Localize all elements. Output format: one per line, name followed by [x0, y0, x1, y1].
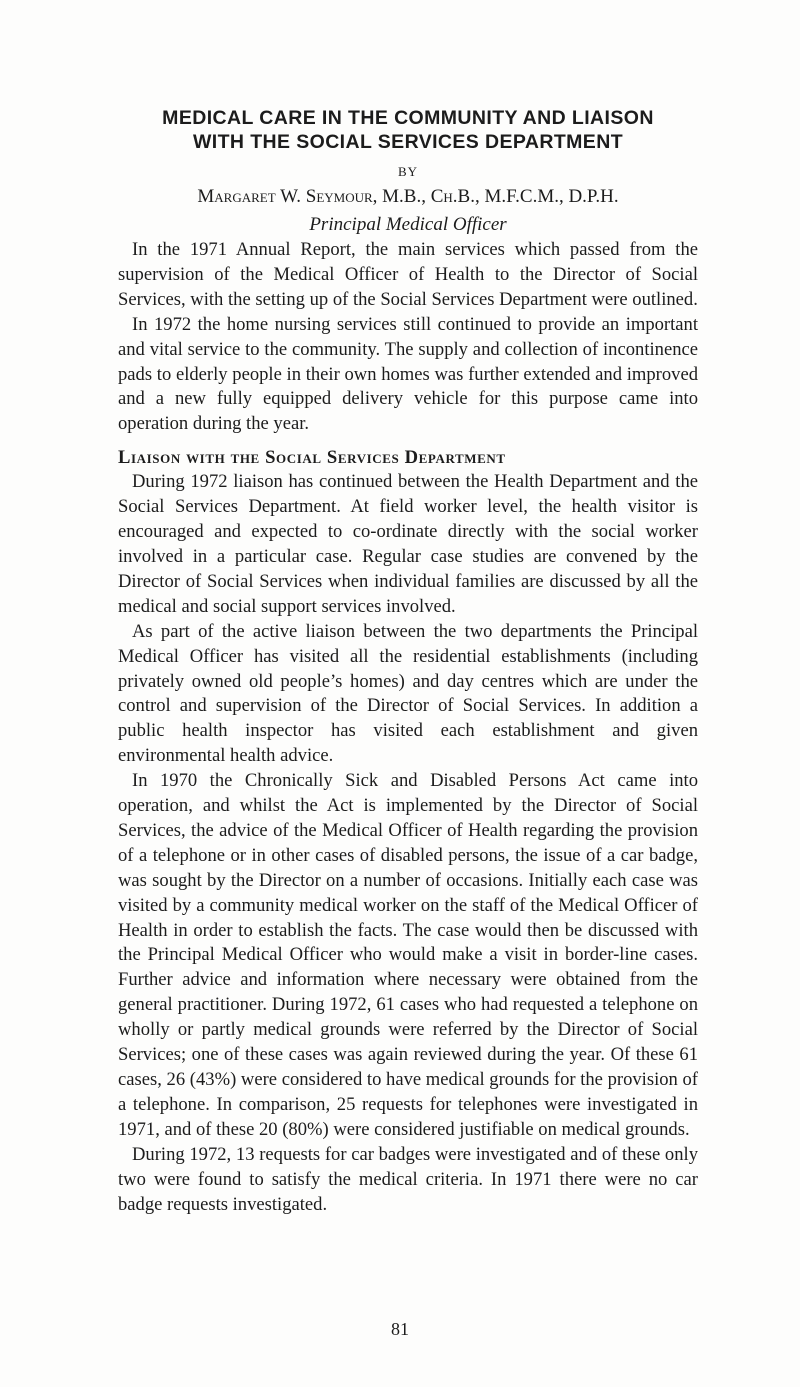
page-number: 81 — [391, 1319, 409, 1339]
intro-paragraph-1: In the 1971 Annual Report, the main services which passed from the supervision of the Medical Officer of Health to the Director of Social Services, with the setting up of the Social Services Department were outlined. — [118, 239, 698, 310]
title-line-2: WITH THE SOCIAL SERVICES DEPARTMENT — [192, 131, 624, 153]
author-role: Principal Medical Officer — [309, 214, 507, 235]
section-heading-liaison: Liaison with the Social Services Department — [118, 447, 506, 469]
article-title — [118, 106, 698, 154]
author-name: Margaret W. Seymour, M.B., Ch.B., M.F.C.M., D.P.H. — [197, 186, 619, 207]
liaison-paragraph-2: As part of the active liaison between the two departments the Principal Medical Officer has visited all the residential establishments (including privately owned old people’s homes) and day centres which are under the control and supervision of the Director of Social Services. In addition a public health inspector has visited each establishment and given environmental health advice. — [118, 620, 698, 767]
byline-by: BY — [397, 164, 419, 179]
title-line-1: MEDICAL CARE IN THE COMMUNITY AND LIAISON — [162, 107, 654, 129]
document-page — [118, 106, 698, 1217]
intro-paragraph-2: In 1972 the home nursing services still continued to provide an important and vital service to the community. The supply and collection of incontinence pads to elderly people in their own homes was further extended and improved and a new fully equipped delivery vehicle for this purpose came into operation during the year. — [118, 313, 698, 435]
liaison-paragraph-3: In 1970 the Chronically Sick and Disabled Persons Act came into operation, and whilst the Act is implemented by the Director of Social Services, the advice of the Medical Officer of Health regarding the provision of a telephone or in other cases of disabled persons, the issue of a car badge, was sought by the Director on a number of occasions. Initially each case was visited by a community medical worker on the staff of the Medical Officer of Health in order to establish the facts. The case would then be discussed with the Principal Medical Officer who would make a visit in border-line cases. Further advice and information where necessary were obtained from the general practitioner. During 1972, 61 cases who had requested a telephone on wholly or partly medical grounds were referred by the Director of Social Services; one of these cases was again reviewed during the year. Of these 61 cases, 26 (43%) were considered to have medical grounds for the provision of a telephone. In comparison, 25 requests for telephones were investigated in 1971, and of these 20 (80%) were considered justifiable on medical grounds. — [118, 770, 698, 1140]
liaison-paragraph-1: During 1972 liaison has continued between the Health Department and the Social Services Department. At field worker level, the health visitor is encouraged and expected to co-ordinate directly with the social worker involved in a particular case. Regular case studies are convened by the Director of Social Services when individual families are discussed by all the medical and social support services involved. — [118, 471, 698, 617]
liaison-paragraph-4: During 1972, 13 requests for car badges were investigated and of these only two were found to satisfy the medical criteria. In 1971 there were no car badge requests investigated. — [118, 1143, 698, 1215]
